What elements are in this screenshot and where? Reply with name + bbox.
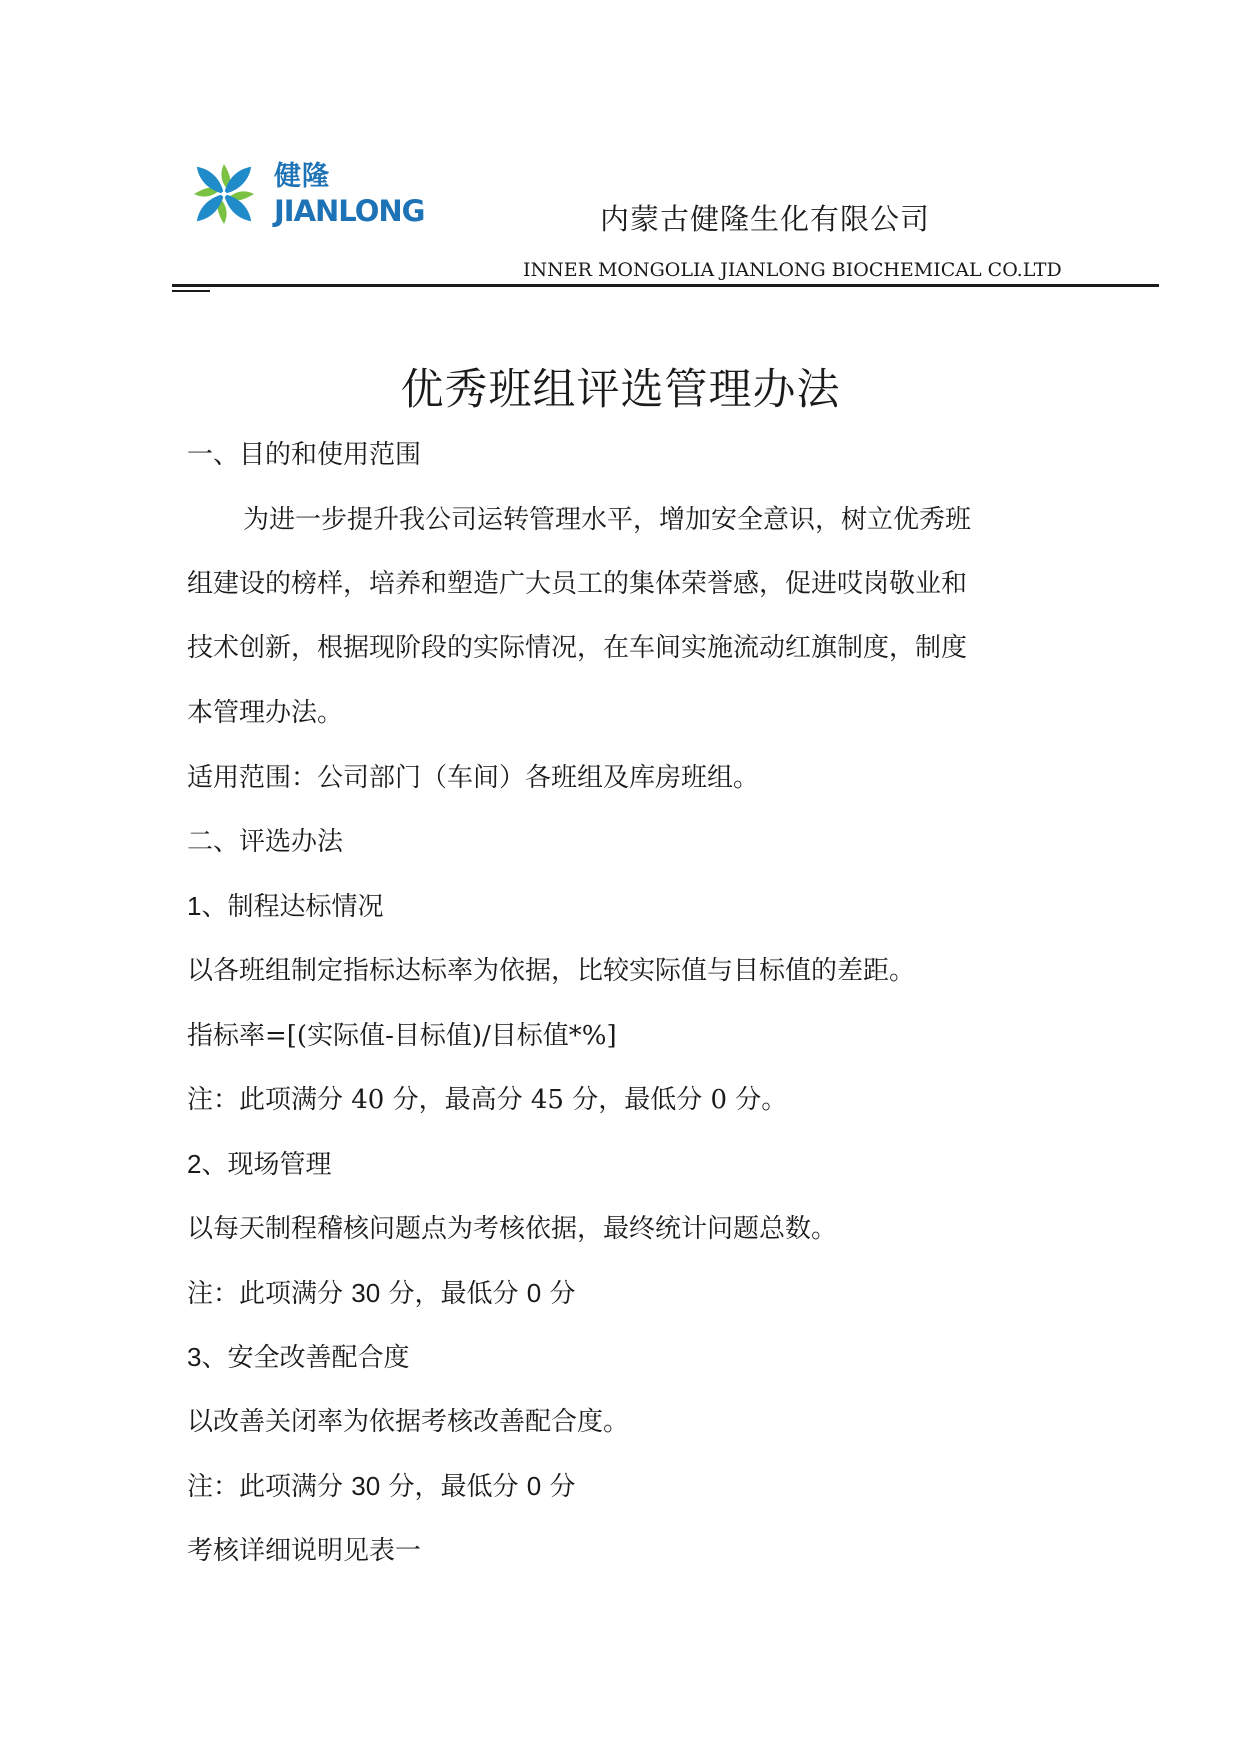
item1-note: 注：此项满分 40 分，最高分 45 分，最低分 0 分。 (187, 1085, 788, 1115)
item1-description: 以各班组制定指标达标率为依据，比较实际值与目标值的差距。 (187, 956, 916, 986)
item3-number: 3 (187, 1342, 202, 1372)
paragraph1-line3: 技术创新，根据现阶段的实际情况，在车间实施流动红旗制度，制度 (187, 633, 968, 663)
item2-heading (187, 1146, 331, 1183)
item3-note-min-score: 0 (526, 1471, 542, 1501)
item3-note (187, 1468, 575, 1505)
item1-formula: 指标率=[(实际值-目标值)/目标值*%] (187, 1021, 617, 1051)
item3-note-full-score: 30 (351, 1471, 381, 1501)
item1-heading (187, 888, 383, 925)
item3-description: 以改善关闭率为依据考核改善配合度。 (187, 1407, 630, 1437)
header-rule-tick (172, 290, 210, 292)
item3-note-middle: 分，最低分 (380, 1472, 527, 1502)
company-name-en: INNER MONGOLIA JIANLONG BIOCHEMICAL CO.LTD (523, 259, 1062, 281)
item2-note-min-score: 0 (526, 1278, 542, 1308)
logo-text-en: JIANLONG (274, 194, 425, 228)
section1-heading: 一、目的和使用范围 (187, 440, 422, 470)
item3-note-suffix: 分 (541, 1472, 576, 1502)
paragraph1-line4: 本管理办法。 (187, 698, 344, 728)
document-title: 优秀班组评选管理办法 (400, 365, 841, 415)
item3-title: 、安全改善配合度 (201, 1343, 410, 1373)
jianlong-logo-mark (190, 160, 258, 228)
item2-note-full-score: 30 (351, 1278, 381, 1308)
item2-description: 以每天制程稽核问题点为考核依据，最终统计问题总数。 (187, 1214, 838, 1244)
paragraph1-line1: 为进一步提升我公司运转管理水平，增加安全意识，树立优秀班 (243, 505, 972, 535)
logo-text-cn: 健隆 (274, 161, 330, 192)
item2-title: 、现场管理 (201, 1150, 332, 1180)
item2-note-middle: 分，最低分 (380, 1279, 527, 1309)
scope-line: 适用范围：公司部门（车间）各班组及库房班组。 (187, 763, 760, 793)
section2-heading: 二、评选办法 (187, 827, 344, 857)
item3-note-prefix: 注：此项满分 (187, 1472, 352, 1502)
item2-note-prefix: 注：此项满分 (187, 1279, 352, 1309)
item1-title: 、制程达标情况 (201, 892, 384, 922)
item3-heading (187, 1339, 409, 1376)
item2-note (187, 1275, 575, 1312)
item1-number: 1 (187, 891, 202, 921)
footer-reference: 考核详细说明见表一 (187, 1536, 422, 1566)
paragraph1-line2: 组建设的榜样，培养和塑造广大员工的集体荣誉感，促进哎岗敬业和 (187, 569, 968, 599)
item2-number: 2 (187, 1149, 202, 1179)
item2-note-suffix: 分 (541, 1279, 576, 1309)
header-rule (172, 284, 1159, 287)
company-name-cn: 内蒙古健隆生化有限公司 (600, 202, 931, 236)
